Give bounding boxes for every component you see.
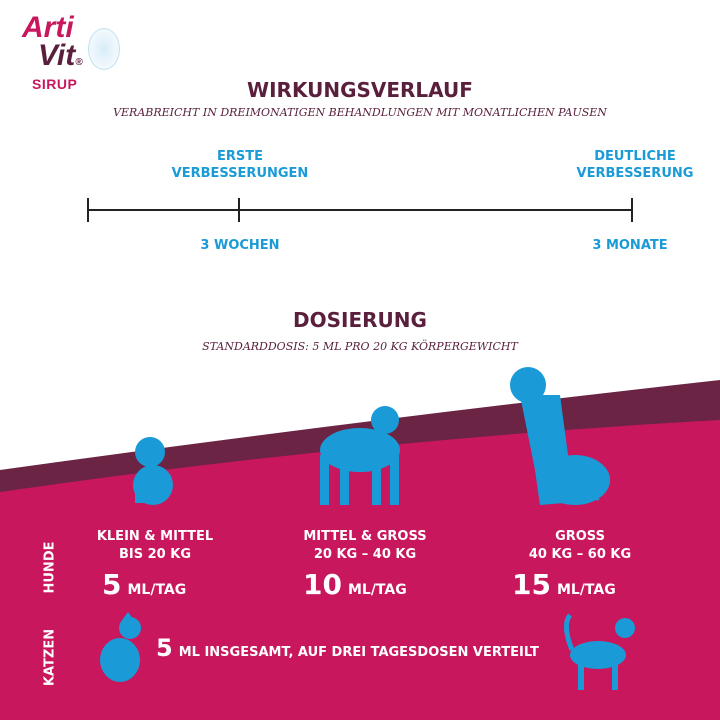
knee-joint-icon	[88, 28, 120, 70]
dog-medium-size: MITTEL & GROSS 20 KG – 40 KG	[303, 529, 427, 562]
cats-label: KATZEN	[42, 628, 58, 687]
dog-small-dose: 5 ML/TAG	[102, 568, 187, 601]
cat-dose: 5 ML INSGESAMT, AUF DREI TAGESDOSEN VERTEILT	[156, 634, 539, 662]
milestone-1-time: 3 WOCHEN	[200, 238, 280, 253]
logo-product: SIRUP	[32, 76, 78, 92]
dog-medium-dose: 10 ML/TAG	[303, 568, 407, 601]
milestone-1-label: ERSTE VERBESSERUNGEN	[171, 149, 309, 181]
dosage-subtitle: STANDARDDOSIS: 5 ML PRO 20 KG KÖRPERGEWICHT	[202, 340, 518, 353]
timeline	[88, 198, 632, 222]
effect-title: WIRKUNGSVERLAUF	[247, 78, 473, 102]
dog-small-size: KLEIN & MITTEL BIS 20 KG	[96, 529, 214, 562]
logo-vit: Vit®	[38, 39, 83, 72]
logo-arti: Arti	[22, 11, 74, 44]
dog-large-dose: 15 ML/TAG	[512, 568, 616, 601]
milestone-2-time: 3 MONATE	[592, 238, 668, 253]
dog-large-size: GROSS 40 KG – 60 KG	[528, 529, 632, 562]
small-dog-icon	[133, 437, 173, 505]
dosage-title: DOSIERUNG	[293, 308, 427, 332]
milestone-2-label: DEUTLICHE VERBESSERUNG	[576, 149, 694, 181]
dogs-label: HUNDE	[42, 541, 58, 594]
effect-subtitle: VERABREICHT IN DREIMONATIGEN BEHANDLUNGEN MIT MONATLICHEN PAUSEN	[113, 106, 607, 119]
